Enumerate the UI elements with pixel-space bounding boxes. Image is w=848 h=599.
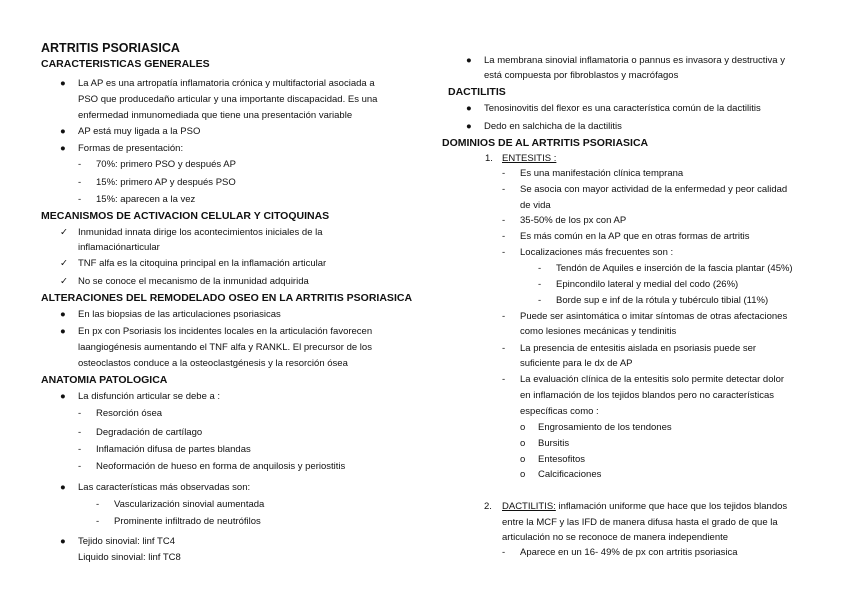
- heading-dominios: DOMINIOS DE AL ARTRITIS PSORIASICA: [442, 137, 649, 149]
- list-number: 1.: [485, 153, 493, 164]
- bullet: ●: [466, 55, 472, 66]
- heading-alteraciones: ALTERACIONES DEL REMODELADO OSEO EN LA ARTRITIS PSORIASICA: [41, 292, 413, 304]
- bullet: ●: [60, 126, 66, 137]
- text-line: Las características más observadas son:: [78, 482, 251, 493]
- bullet: ●: [60, 326, 66, 337]
- dash: -: [96, 499, 100, 510]
- circle-bullet-icon: o: [520, 454, 526, 465]
- text-line: La disfunción articular se debe a :: [78, 391, 221, 402]
- text-line: PSO que producedaño articular y una importante discapacidad. Es una: [78, 94, 378, 105]
- text-line: Bursitis: [538, 438, 570, 449]
- bullet: ●: [60, 391, 66, 402]
- dash: -: [78, 194, 82, 205]
- text-line: Epincondilo lateral y medial del codo (26%): [556, 279, 739, 290]
- text-line: en inflamación de los tejidos blandos pero no características: [520, 390, 775, 401]
- text-line: Engrosamiento de los tendones: [538, 422, 672, 433]
- text-line: enfermedad inmunomediada que tiene una presentación variable: [78, 110, 353, 121]
- dash: -: [78, 461, 82, 472]
- text-line: No se conoce el mecanismo de la inmunidad adquirida: [78, 276, 309, 287]
- text-line: En px con Psoriasis los incidentes locales en la articulación favorecen: [78, 326, 373, 337]
- dash: -: [502, 374, 506, 385]
- text-line: AP está muy ligada a la PSO: [78, 126, 201, 137]
- dash: -: [96, 516, 100, 527]
- text-line: La membrana sinovial inflamatoria o pannus es invasora y destructiva y: [484, 55, 785, 66]
- heading-caracteristicas: CARACTERISTICAS GENERALES: [41, 58, 210, 70]
- text-line: La evaluación clínica de la entesitis solo permite detectar dolor: [520, 374, 785, 385]
- dash: -: [502, 247, 506, 258]
- dash: -: [502, 168, 506, 179]
- text-line: Prominente infiltrado de neutrófilos: [114, 516, 261, 527]
- text-line: 15%: aparecen a la vez: [96, 194, 196, 205]
- dash: -: [502, 311, 506, 322]
- text-line: Es una manifestación clínica temprana: [520, 168, 684, 179]
- heading-mecanismos: MECANISMOS DE ACTIVACION CELULAR Y CITOQUINAS: [41, 210, 330, 222]
- text-line: TNF alfa es la citoquina principal en la inflamación articular: [78, 258, 327, 269]
- dash: -: [538, 263, 542, 274]
- dash: -: [502, 184, 506, 195]
- text-line: Se asocia con mayor actividad de la enfermedad y peor calidad: [520, 184, 788, 195]
- dash: -: [538, 279, 542, 290]
- dash: -: [502, 231, 506, 242]
- bullet: ●: [60, 78, 66, 89]
- bullet: ●: [60, 143, 66, 154]
- text-line: Localizaciones más frecuentes son :: [520, 247, 674, 258]
- check-icon: ✓: [60, 258, 68, 269]
- dash: -: [538, 295, 542, 306]
- text-line: Entesofitos: [538, 454, 585, 465]
- text-line: Dedo en salchicha de la dactilitis: [484, 121, 622, 132]
- list-number: 2.: [484, 501, 492, 512]
- text-line: Borde sup e inf de la rótula y tubérculo tibial (11%): [556, 295, 769, 306]
- text-line: laangiogénesis aumentando el TNF alfa y RANKL. El precursor de los: [78, 342, 372, 353]
- text-line: Aparece en un 16- 49% de px con artritis psoriasica: [520, 547, 738, 558]
- text-line: articulación no se reconoce de manera independiente: [502, 532, 729, 543]
- text-line: Resorción ósea: [96, 408, 163, 419]
- dash: -: [78, 444, 82, 455]
- dash: -: [78, 408, 82, 419]
- dash: -: [78, 427, 82, 438]
- dactilitis-definition: [502, 501, 787, 513]
- text-line: La AP es una artropatía inflamatoria crónica y multifactorial asociada a: [78, 78, 375, 89]
- text-line: Vascularización sinovial aumentada: [114, 499, 265, 510]
- dash: -: [502, 343, 506, 354]
- text-line: como lesiones mecánicas y tendinitis: [520, 326, 677, 337]
- bullet: ●: [466, 121, 472, 132]
- text-line: Formas de presentación:: [78, 143, 184, 154]
- circle-bullet-icon: o: [520, 469, 526, 480]
- heading-anatomia: ANATOMIA PATOLOGICA: [41, 374, 168, 386]
- check-icon: ✓: [60, 227, 68, 238]
- text-line: Calcificaciones: [538, 469, 602, 480]
- text-line: 35-50% de los px con AP: [520, 215, 627, 226]
- text-line: entre la MCF y las IFD de manera difusa hasta el grado de que la: [502, 517, 778, 528]
- text-line: Neoformación de hueso en forma de anquilosis y periostitis: [96, 461, 346, 472]
- text-line: osteoclastos conduce a la osteoclastgénesis y la resorción ósea: [78, 358, 348, 369]
- text-line: 70%: primero PSO y después AP: [96, 159, 236, 170]
- heading-dactilitis: DACTILITIS: [448, 86, 506, 98]
- circle-bullet-icon: o: [520, 422, 526, 433]
- text-line: inflamaciónarticular: [78, 242, 160, 253]
- dash: -: [502, 547, 506, 558]
- dactilitis-label: DACTILITIS:: [502, 501, 556, 512]
- page-title: ARTRITIS PSORIASICA: [41, 41, 180, 55]
- check-icon: ✓: [60, 276, 68, 287]
- text-line: 15%: primero AP y después PSO: [96, 177, 236, 188]
- text-line: de vida: [520, 200, 551, 211]
- circle-bullet-icon: o: [520, 438, 526, 449]
- entesitis-label: ENTESITIS :: [502, 153, 557, 164]
- text-line: Liquido sinovial: linf TC8: [78, 552, 181, 563]
- text-line: Tenosinovitis del flexor es una característica común de la dactilitis: [484, 103, 761, 114]
- dash: -: [78, 159, 82, 170]
- text-line: Es más común en la AP que en otras formas de artritis: [520, 231, 750, 242]
- text-line: Tendón de Aquiles e inserción de la fascia plantar (45%): [556, 263, 793, 274]
- text-line: específicas como :: [520, 406, 599, 417]
- text-line: Degradación de cartílago: [96, 427, 203, 438]
- bullet: ●: [60, 482, 66, 493]
- text-line: Tejido sinovial: linf TC4: [78, 536, 175, 547]
- dash: -: [78, 177, 82, 188]
- text-line: suficiente para le dx de AP: [520, 358, 633, 369]
- text-line: Inflamación difusa de partes blandas: [96, 444, 251, 455]
- text-line: está compuesta por fibroblastos y macrófagos: [484, 70, 679, 81]
- text-line: En las biopsias de las articulaciones psoriasicas: [78, 309, 281, 320]
- bullet: ●: [60, 536, 66, 547]
- dash: -: [502, 215, 506, 226]
- text-line: La presencia de entesitis aislada en psoriasis puede ser: [520, 343, 757, 354]
- bullet: ●: [60, 309, 66, 320]
- text-span: inflamación uniforme que hace que los tejidos blandos: [555, 501, 788, 512]
- text-line: Puede ser asintomática o imitar síntomas de otras afectaciones: [520, 311, 788, 322]
- bullet: ●: [466, 103, 472, 114]
- text-line: Inmunidad innata dirige los acontecimientos iniciales de la: [78, 227, 323, 238]
